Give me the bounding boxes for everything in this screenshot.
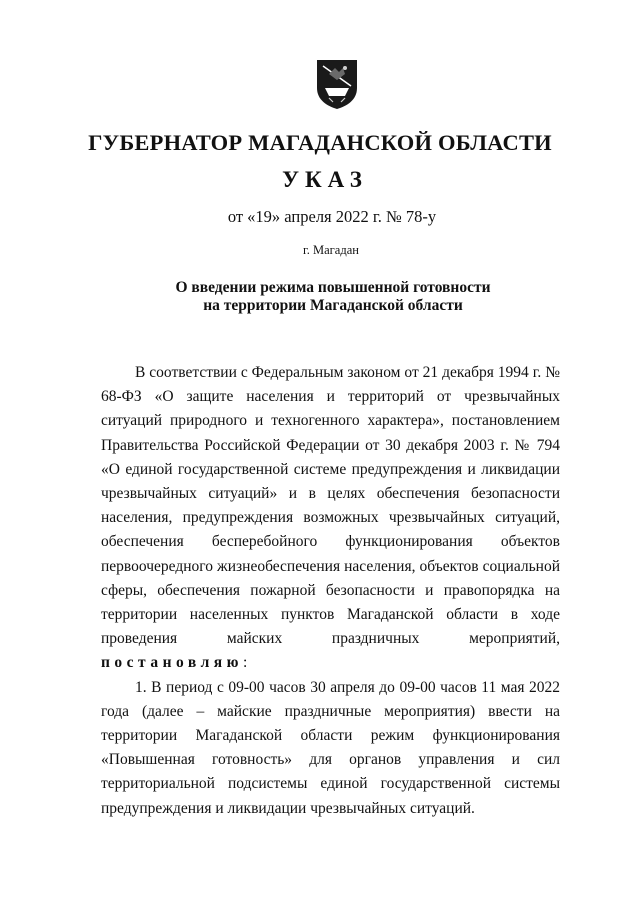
paragraph-preamble <box>101 361 560 676</box>
decree-colon: : <box>243 654 248 672</box>
preamble-text: В соответствии с Федеральным законом от 21 декабря 1994 г. № 68-ФЗ «О защите населения и территорий от чрезвычайных ситуаций природного и техногенного характера», постановлением Правительства Российской Федерации от 30 декабря 2003 г. № 794 «О единой государственной системе предупреждения и ликвидации чрезвычайных ситуаций» и в целях обеспечения безопасности населения, предупреждения возможных чрезвычайных ситуаций, обеспечения бесперебойного функционирования объектов первоочередного жизнеобеспечения населения, объектов социальной сферы, обеспечения пожарной безопасности и правопорядка на территории населенных пунктов Магаданской области в ходе проведения майских праздничных мероприятий, <box>101 364 560 648</box>
document-type: УКАЗ <box>282 167 368 192</box>
subject-line-1: О введении режима повышенной готовности <box>175 279 491 296</box>
subject-line-2: на территории Магаданской области <box>203 297 463 314</box>
coat-of-arms-icon <box>315 58 359 110</box>
document-subject <box>0 279 640 315</box>
document-city: г. Магадан <box>303 243 359 257</box>
document-date-number: от «19» апреля 2022 г. № 78-у <box>227 207 437 226</box>
document-body <box>101 361 560 821</box>
decree-word: постановляю <box>101 654 244 672</box>
paragraph-item-1: 1. В период с 09-00 часов 30 апреля до 09-00 часов 11 мая 2022 года (далее – майские праздничные мероприятия) ввести на территории Магаданской области режим функционирования «Повышенная готовность» для органов управления и сил территориальной подсистемы единой государственной системы предупреждения и ликвидации чрезвычайных ситуаций. <box>101 678 560 817</box>
org-title: ГУБЕРНАТОР МАГАДАНСКОЙ ОБЛАСТИ <box>88 130 552 155</box>
